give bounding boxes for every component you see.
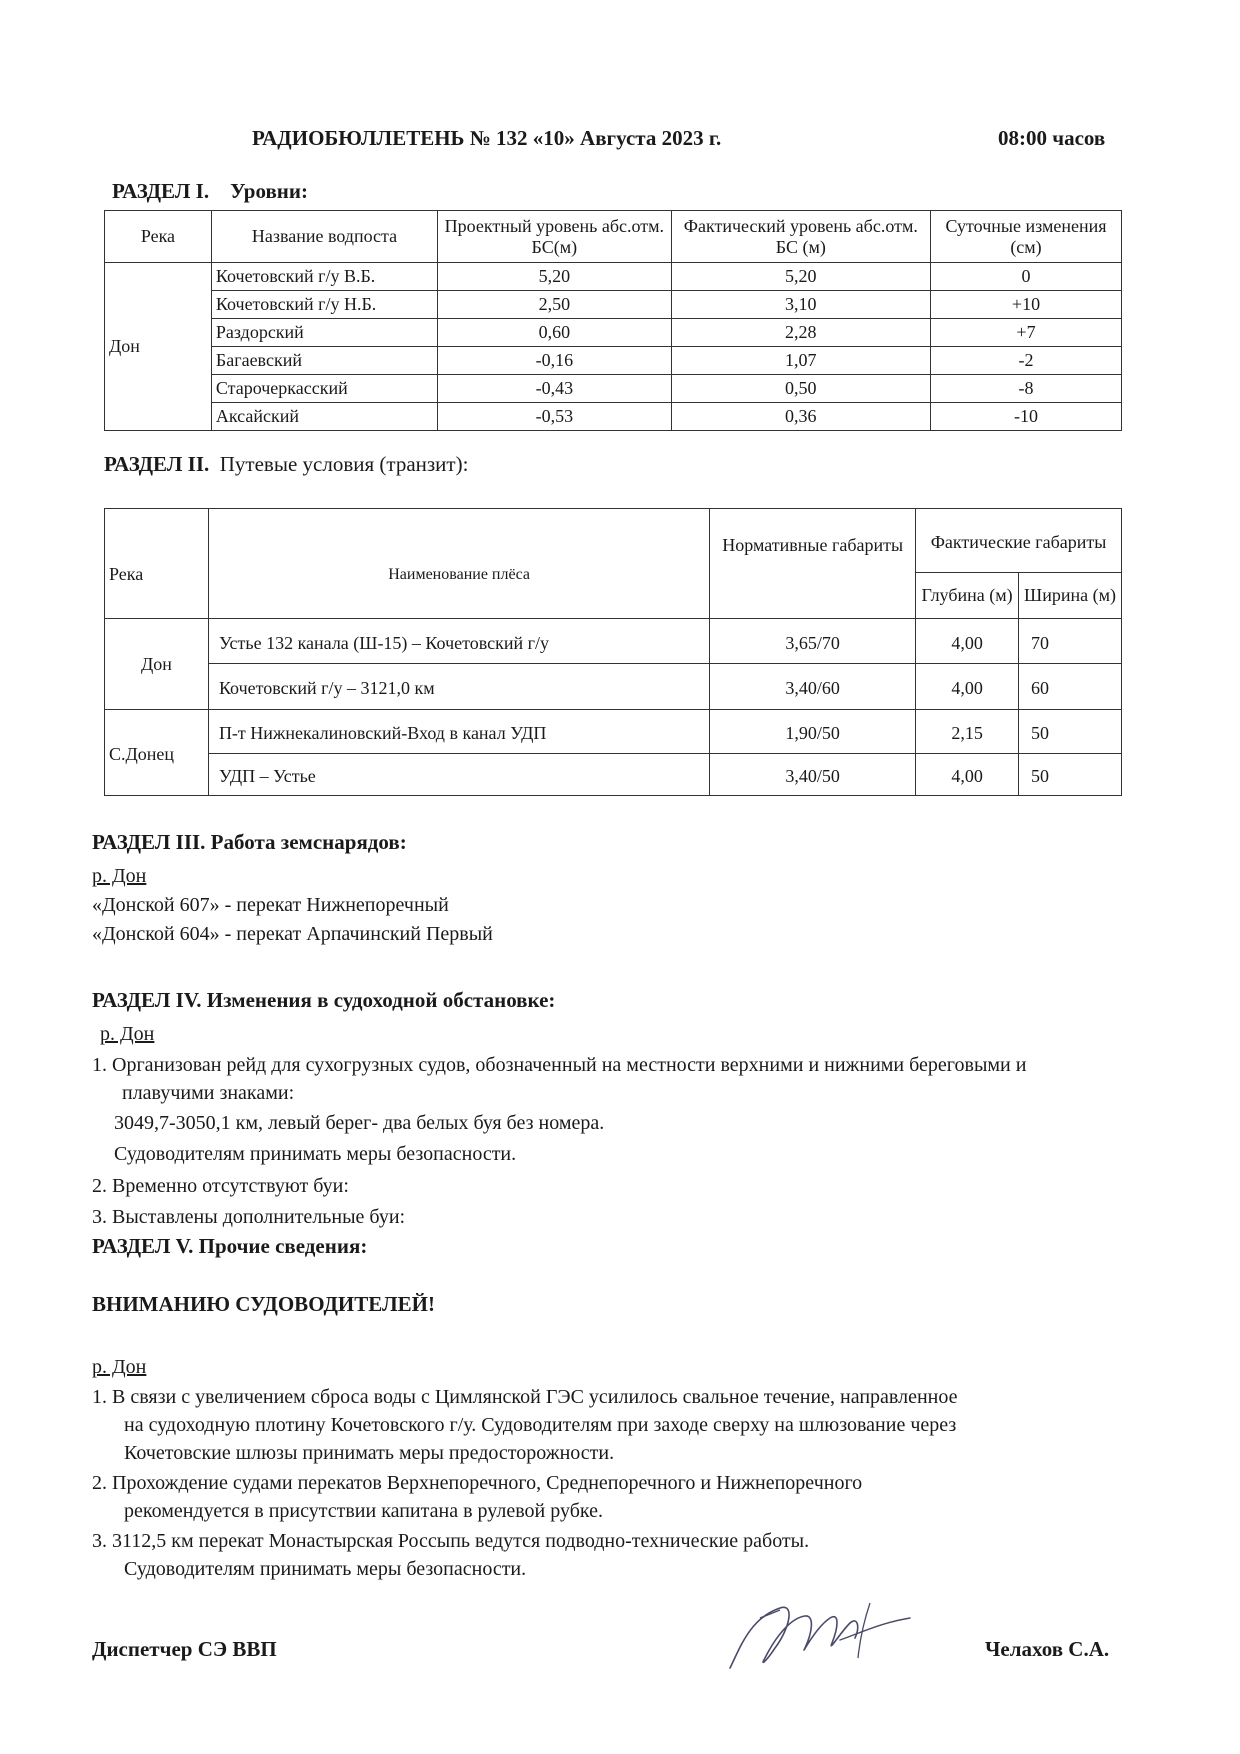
- levels-header-actual: Фактический уровень абс.отм. БС (м): [671, 211, 930, 263]
- table-row: [105, 291, 1122, 319]
- table-row: [105, 710, 1122, 754]
- table-row: [105, 347, 1122, 375]
- stretch-name: Кочетовский г/у – 3121,0 км: [208, 664, 709, 710]
- section1-title-text: Уровни:: [230, 179, 308, 203]
- post-name: Кочетовский г/у Н.Б.: [211, 291, 437, 319]
- transit-table: [104, 508, 1122, 796]
- actual-level: 0,50: [671, 375, 930, 403]
- section2-title-text: Путевые условия (транзит):: [219, 452, 469, 476]
- post-name: Старочеркасский: [211, 375, 437, 403]
- stretch-name: П-т Нижнекалиновский-Вход в канал УДП: [208, 710, 709, 754]
- levels-header-row: [105, 211, 1122, 263]
- actual-width: 50: [1019, 754, 1122, 796]
- actual-width: 50: [1019, 710, 1122, 754]
- actual-width: 60: [1019, 664, 1122, 710]
- attention-item3-line2: Судоводителям принимать меры безопасности.: [124, 1558, 527, 1580]
- section4-river: р. Дон: [100, 1023, 155, 1045]
- table-row: [105, 263, 1122, 291]
- table-row: [105, 619, 1122, 664]
- actual-level: 3,10: [671, 291, 930, 319]
- transit-header-depth: Глубина (м): [916, 573, 1019, 619]
- design-level: -0,43: [438, 375, 671, 403]
- section4-item1-line4: Судоводителям принимать меры безопасности.: [114, 1143, 517, 1165]
- section3-title: РАЗДЕЛ III. Работа земснарядов:: [92, 830, 407, 854]
- actual-level: 1,07: [671, 347, 930, 375]
- levels-header-design: Проектный уровень абс.отм. БС(м): [438, 211, 671, 263]
- section3-river: р. Дон: [92, 865, 147, 887]
- levels-header-daily: Суточные изменения (см): [931, 211, 1122, 263]
- dispatcher-position: Диспетчер СЭ ВВП: [92, 1637, 277, 1661]
- dredger-line: «Донской 607» - перекат Нижнепоречный: [92, 894, 449, 916]
- section5-title: РАЗДЕЛ V. Прочие сведения:: [92, 1234, 368, 1258]
- actual-depth: 4,00: [916, 619, 1019, 664]
- dispatcher-name: Челахов С.А.: [985, 1637, 1110, 1661]
- section4-item1-line3: 3049,7-3050,1 км, левый берег- два белых буя без номера.: [114, 1112, 605, 1134]
- section4-item2: 2. Временно отсутствуют буи:: [92, 1175, 349, 1197]
- daily-change: -10: [931, 403, 1122, 431]
- actual-level: 2,28: [671, 319, 930, 347]
- transit-header-river: Река: [105, 509, 209, 619]
- table-row: [105, 319, 1122, 347]
- levels-river-cell: Дон: [105, 263, 212, 431]
- daily-change: -8: [931, 375, 1122, 403]
- levels-table: [104, 210, 1122, 431]
- attention-item1-line2: на судоходную плотину Кочетовского г/у. Судоводителям при заходе сверху на шлюзование через: [124, 1414, 957, 1436]
- bulletin-time: 08:00 часов: [998, 126, 1106, 150]
- actual-level: 0,36: [671, 403, 930, 431]
- section1-title-number: РАЗДЕЛ I.: [112, 179, 210, 203]
- actual-depth: 4,00: [916, 754, 1019, 796]
- daily-change: -2: [931, 347, 1122, 375]
- levels-header-post: Название водпоста: [211, 211, 437, 263]
- actual-depth: 2,15: [916, 710, 1019, 754]
- section1-title: [112, 179, 308, 204]
- daily-change: +7: [931, 319, 1122, 347]
- attention-river: р. Дон: [92, 1356, 147, 1378]
- section4-item1-line2: плавучими знаками:: [122, 1082, 295, 1104]
- stretch-name: УДП – Устье: [208, 754, 709, 796]
- daily-change: 0: [931, 263, 1122, 291]
- design-level: -0,16: [438, 347, 671, 375]
- actual-width: 70: [1019, 619, 1122, 664]
- attention-title: ВНИМАНИЮ СУДОВОДИТЕЛЕЙ!: [92, 1292, 435, 1316]
- post-name: Аксайский: [211, 403, 437, 431]
- norm-dimensions: 3,40/60: [710, 664, 916, 710]
- actual-depth: 4,00: [916, 664, 1019, 710]
- design-level: -0,53: [438, 403, 671, 431]
- norm-dimensions: 3,65/70: [710, 619, 916, 664]
- transit-river-cell: С.Донец: [105, 710, 209, 796]
- stretch-name: Устье 132 канала (Ш-15) – Кочетовский г/у: [208, 619, 709, 664]
- table-row: [105, 664, 1122, 710]
- transit-header-norm: Нормативные габариты: [710, 509, 916, 619]
- post-name: Кочетовский г/у В.Б.: [211, 263, 437, 291]
- levels-header-river: Река: [105, 211, 212, 263]
- transit-header-width: Ширина (м): [1019, 573, 1122, 619]
- attention-item2-line1: 2. Прохождение судами перекатов Верхнепоречного, Среднепоречного и Нижнепоречного: [92, 1472, 863, 1494]
- attention-item1-line1: 1. В связи с увеличением сброса воды с Цимлянской ГЭС усилилось свальное течение, направленное: [92, 1386, 958, 1408]
- signature-icon: [720, 1588, 920, 1683]
- section2-title-number: РАЗДЕЛ II.: [104, 452, 210, 476]
- actual-level: 5,20: [671, 263, 930, 291]
- attention-item1-line3: Кочетовские шлюзы принимать меры предосторожности.: [124, 1442, 615, 1464]
- transit-river-cell: Дон: [105, 619, 209, 710]
- norm-dimensions: 3,40/50: [710, 754, 916, 796]
- transit-header-row: [105, 509, 1122, 573]
- attention-item2-line2: рекомендуется в присутствии капитана в рулевой рубке.: [124, 1500, 603, 1522]
- bulletin-title: РАДИОБЮЛЛЕТЕНЬ № 132 «10» Августа 2023 г.: [252, 126, 722, 150]
- design-level: 2,50: [438, 291, 671, 319]
- post-name: Раздорский: [211, 319, 437, 347]
- section4-title: РАЗДЕЛ IV. Изменения в судоходной обстановке:: [92, 988, 556, 1012]
- transit-header-stretch: Наименование плёса: [208, 509, 709, 619]
- dredger-line: «Донской 604» - перекат Арпачинский Первый: [92, 923, 493, 945]
- transit-header-actual: Фактические габариты: [916, 509, 1122, 573]
- norm-dimensions: 1,90/50: [710, 710, 916, 754]
- design-level: 5,20: [438, 263, 671, 291]
- attention-item3-line1: 3. 3112,5 км перекат Монастырская Россыпь ведутся подводно-технические работы.: [92, 1530, 810, 1552]
- table-row: [105, 754, 1122, 796]
- daily-change: +10: [931, 291, 1122, 319]
- section2-title: [104, 452, 468, 477]
- table-row: [105, 375, 1122, 403]
- section4-item3: 3. Выставлены дополнительные буи:: [92, 1206, 406, 1228]
- post-name: Багаевский: [211, 347, 437, 375]
- table-row: [105, 403, 1122, 431]
- section4-item1-line1: 1. Организован рейд для сухогрузных судов, обозначенный на местности верхними и нижними береговыми и: [92, 1054, 1027, 1076]
- design-level: 0,60: [438, 319, 671, 347]
